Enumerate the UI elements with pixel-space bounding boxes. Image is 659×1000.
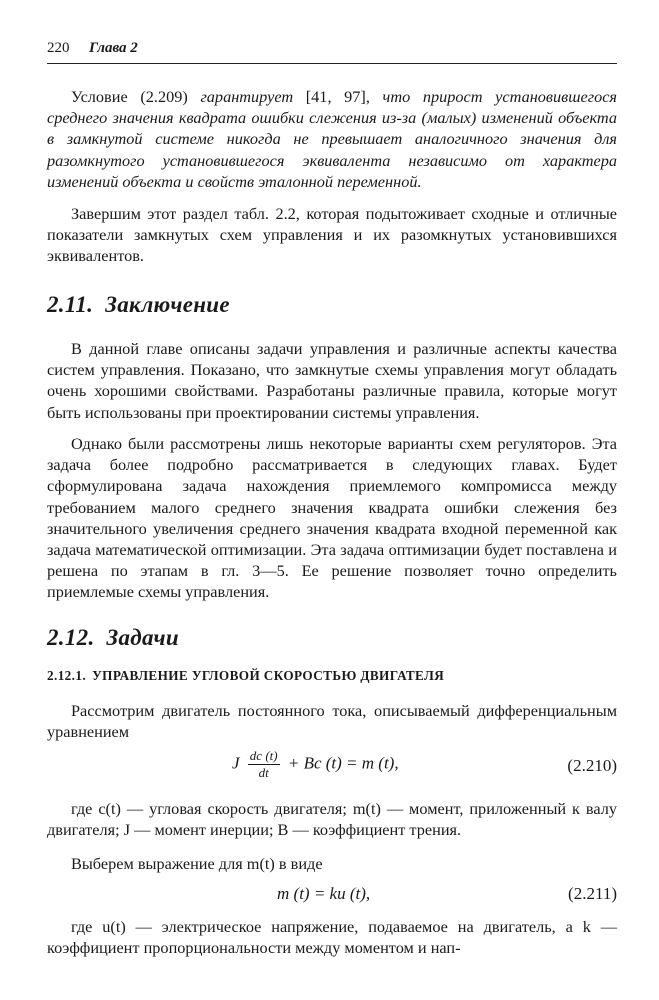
paragraph-choose-m: Выберем выражение для m(t) в виде: [71, 854, 323, 873]
equation-body: m (t) = ku (t),: [277, 884, 371, 903]
emphasis-text: гарантирует: [200, 87, 294, 106]
paragraph-motor-variables: где c(t) — угловая скорость двигателя; m(t) — момент, приложенный к валу двигателя; J — момент инерции; B — коэффициент трения.: [47, 799, 617, 840]
paragraph-table-summary: Завершим этот раздел табл. 2.2, которая подытоживает сходные и отличные показатели замкнутых схем управления и их разомкнутых установившихся эквивалентов.: [47, 204, 617, 266]
fraction: [248, 748, 280, 781]
section-title: Заключение: [105, 292, 230, 317]
paragraph-conclusion-2: Однако были рассмотрены лишь некоторые варианты схем регуляторов. Эта задача более подробно рассматривается в следующих главах. Будет сформулирована задача нахождения приемлемого компромисса между требованием малого среднего значения квадрата ошибки слежения без значительного увеличения среднего значения квадрата входной переменной как задача математической оптимизации. Эта задача оптимизации будет поставлена и решена по этапам в гл. 3—5. Ее решение позволяет точно определить приемлемые схемы управления.: [47, 434, 617, 602]
paragraph-conclusion-1: В данной главе описаны задачи управления и различные аспекты качества систем управления. Показано, что замкнутые схемы управления могут обладать очень хорошими свойствами. Разработаны различные правила, которые могут быть использованы при проектировании системы управления.: [47, 339, 617, 422]
equation-2-210: [47, 748, 617, 788]
emphasis-text: что прирост установившегося среднего значения квадрата ошибки слежения из-за (малых) изменений объекта в замкнутой системе никогда не превышает аналогичного значения для разомкнутого установившегося эквивалента независимо от характера изменений объекта и свойств эталонной переменной.: [47, 87, 618, 191]
equation-symbol: J: [232, 753, 240, 773]
text-run: Условие (2.209): [71, 87, 201, 106]
subsection-heading-2-12-1: [47, 668, 444, 684]
fraction-numerator: dc (t): [249, 748, 278, 763]
equation-body: [232, 748, 399, 781]
running-title: Глава 2: [89, 40, 138, 56]
equation-number: (2.210): [567, 756, 617, 775]
section-title: Задачи: [106, 625, 179, 650]
page-header: [47, 40, 617, 62]
section-number: 2.12.: [47, 625, 95, 650]
subsection-title: УПРАВЛЕНИЕ УГЛОВОЙ СКОРОСТЬЮ ДВИГАТЕЛЯ: [92, 668, 445, 683]
subsection-number: 2.12.1.: [47, 668, 87, 683]
paragraph-voltage: где u(t) — электрическое напряжение, подаваемое на двигатель, а k — коэффициент пропорциональности между моментом и нап-: [47, 917, 617, 958]
citation-refs: [41, 97],: [293, 87, 383, 106]
section-heading-2-11: [47, 292, 230, 318]
section-number: 2.11.: [47, 292, 94, 317]
paragraph-motor-intro: Рассмотрим двигатель постоянного тока, описываемый дифференциальным уравнением: [47, 701, 617, 742]
page-number: 220: [47, 40, 70, 56]
equation-rest: + Bc (t) = m (t),: [287, 753, 399, 773]
paragraph-condition: [47, 86, 617, 192]
equation-2-211: [47, 884, 617, 908]
fraction-denominator: dt: [258, 765, 269, 780]
equation-number: (2.211): [568, 884, 617, 903]
header-rule: [47, 63, 617, 64]
section-heading-2-12: [47, 625, 179, 651]
